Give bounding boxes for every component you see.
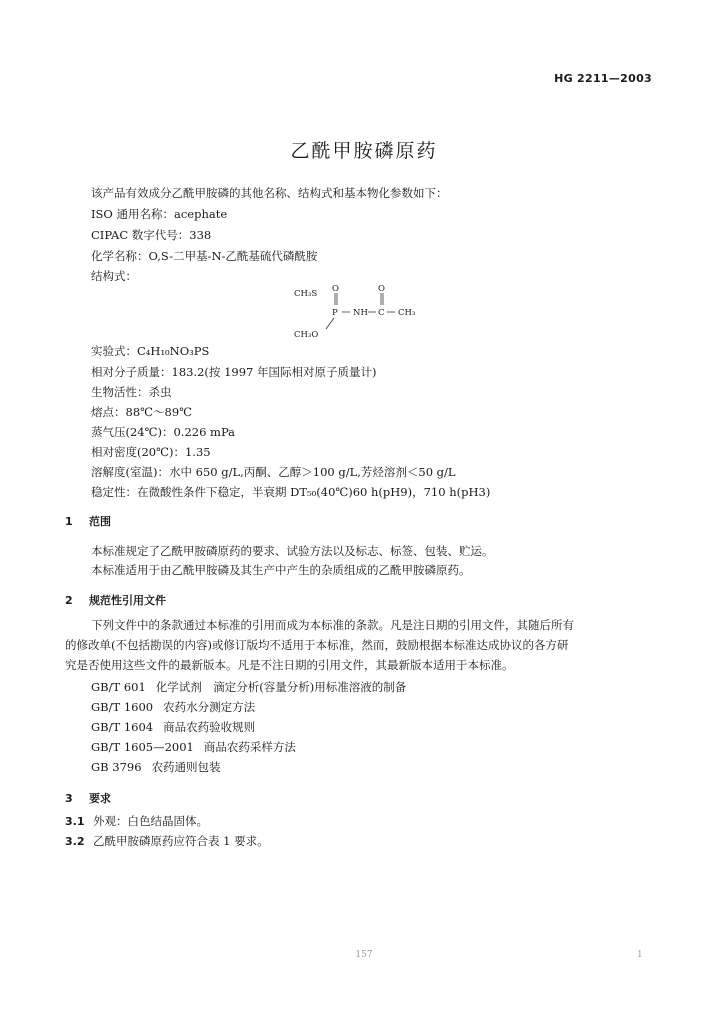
p-atom: P: [332, 308, 338, 318]
reference-item: [91, 760, 221, 774]
section-1-heading: [65, 513, 111, 529]
section-2-number: 2: [65, 594, 73, 607]
c-atom: C: [378, 308, 385, 318]
corner-mark: 1: [637, 950, 643, 960]
section-3-title: 要求: [89, 792, 111, 805]
reference-item: [91, 700, 255, 714]
molecular-mass: 相对分子质量：183.2(按 1997 年国际相对原子质量计): [91, 365, 377, 379]
reference-item: [91, 680, 406, 694]
reference-code: GB 3796: [91, 760, 142, 774]
structure-label: 结构式：: [91, 269, 137, 283]
biological-activity: 生物活性：杀虫: [91, 385, 172, 399]
solubility: 溶解度(室温)：水中 650 g/L,丙酮、乙醇＞100 g/L,芳烃溶剂＜50 g/L: [91, 465, 456, 479]
reference-code: GB/T 1604: [91, 720, 154, 734]
intro-lead: 该产品有效成分乙酰甲胺磷的其他名称、结构式和基本物化参数如下：: [91, 186, 448, 200]
section-1-title: 范围: [89, 515, 111, 528]
section-1-paragraph-1: 本标准规定了乙酰甲胺磷原药的要求、试验方法以及标志、标签、包装、贮运。: [91, 544, 494, 558]
chemical-name: 化学名称：O,S-二甲基-N-乙酰基硫代磷酰胺: [91, 249, 318, 263]
reference-title: 商品农药采样方法: [203, 740, 296, 754]
document-title: 乙酰甲胺磷原药: [290, 140, 438, 162]
nh-group: NH: [353, 308, 368, 318]
reference-code: GB/T 1605—2001: [91, 740, 194, 754]
section-1-paragraph-2: 本标准适用于由乙酰甲胺磷及其生产中产生的杂质组成的乙酰甲胺磷原药。: [91, 563, 471, 577]
o-top-right: O: [378, 284, 385, 294]
section-3-number: 3: [65, 792, 73, 805]
section-2-heading: [65, 592, 166, 608]
structural-formula-drawing: [294, 283, 434, 341]
section-2-paragraph-line-1: 下列文件中的条款通过本标准的引用而成为本标准的条款。凡是注日期的引用文件，其随后所有: [91, 618, 574, 632]
section-1-number: 1: [65, 515, 73, 528]
ch3-right: CH₃: [398, 308, 416, 318]
clause-3-1-text: 外观：白色结晶固体。: [93, 814, 208, 828]
melting-point: 熔点：88℃～89℃: [91, 405, 192, 419]
o-group: CH₃O: [294, 330, 319, 340]
reference-title: 农药通则包装: [151, 760, 221, 774]
clause-3-2-number: 3.2: [65, 835, 85, 848]
reference-title: 商品农药验收规则: [163, 720, 256, 734]
clause-3-1-number: 3.1: [65, 815, 85, 828]
reference-title: 农药水分测定方法: [163, 700, 256, 714]
reference-item: [91, 740, 296, 754]
clause-3-2: [65, 834, 269, 849]
section-2-paragraph-line-2: 的修改单(不包括勘误的内容)或修订版均不适用于本标准，然而，鼓励根据本标准达成协议的各方研: [65, 638, 569, 652]
reference-code: GB/T 601: [91, 680, 146, 694]
section-3-heading: [65, 790, 111, 806]
o-top-left: O: [332, 284, 339, 294]
clause-3-1: [65, 814, 208, 829]
iso-name: ISO 通用名称：acephate: [91, 207, 228, 221]
s-group: CH₃S: [294, 289, 318, 299]
stability: 稳定性：在微酸性条件下稳定，半衰期 DT₅₀(40℃)60 h(pH9)，710 h(pH3): [91, 485, 491, 499]
empirical-formula: 实验式：C₄H₁₀NO₃PS: [91, 344, 210, 358]
reference-code: GB/T 1600: [91, 700, 154, 714]
standard-code: HG 2211—2003: [554, 72, 652, 85]
page-number: 157: [355, 950, 373, 960]
vapor-pressure: 蒸气压(24℃)：0.226 mPa: [91, 425, 236, 439]
section-2-paragraph-line-3: 究是否使用这些文件的最新版本。凡是不注日期的引用文件，其最新版本适用于本标准。: [65, 658, 514, 672]
section-2-title: 规范性引用文件: [89, 594, 166, 607]
p-o-bond: [326, 318, 334, 329]
cipac-code: CIPAC 数字代号：338: [91, 228, 212, 242]
clause-3-2-text: 乙酰甲胺磷原药应符合表 1 要求。: [93, 834, 269, 848]
relative-density: 相对密度(20℃)：1.35: [91, 445, 211, 459]
structural-formula: [294, 283, 434, 341]
reference-title: 化学试剂 滴定分析(容量分析)用标准溶液的制备: [155, 680, 407, 694]
reference-item: [91, 720, 255, 734]
